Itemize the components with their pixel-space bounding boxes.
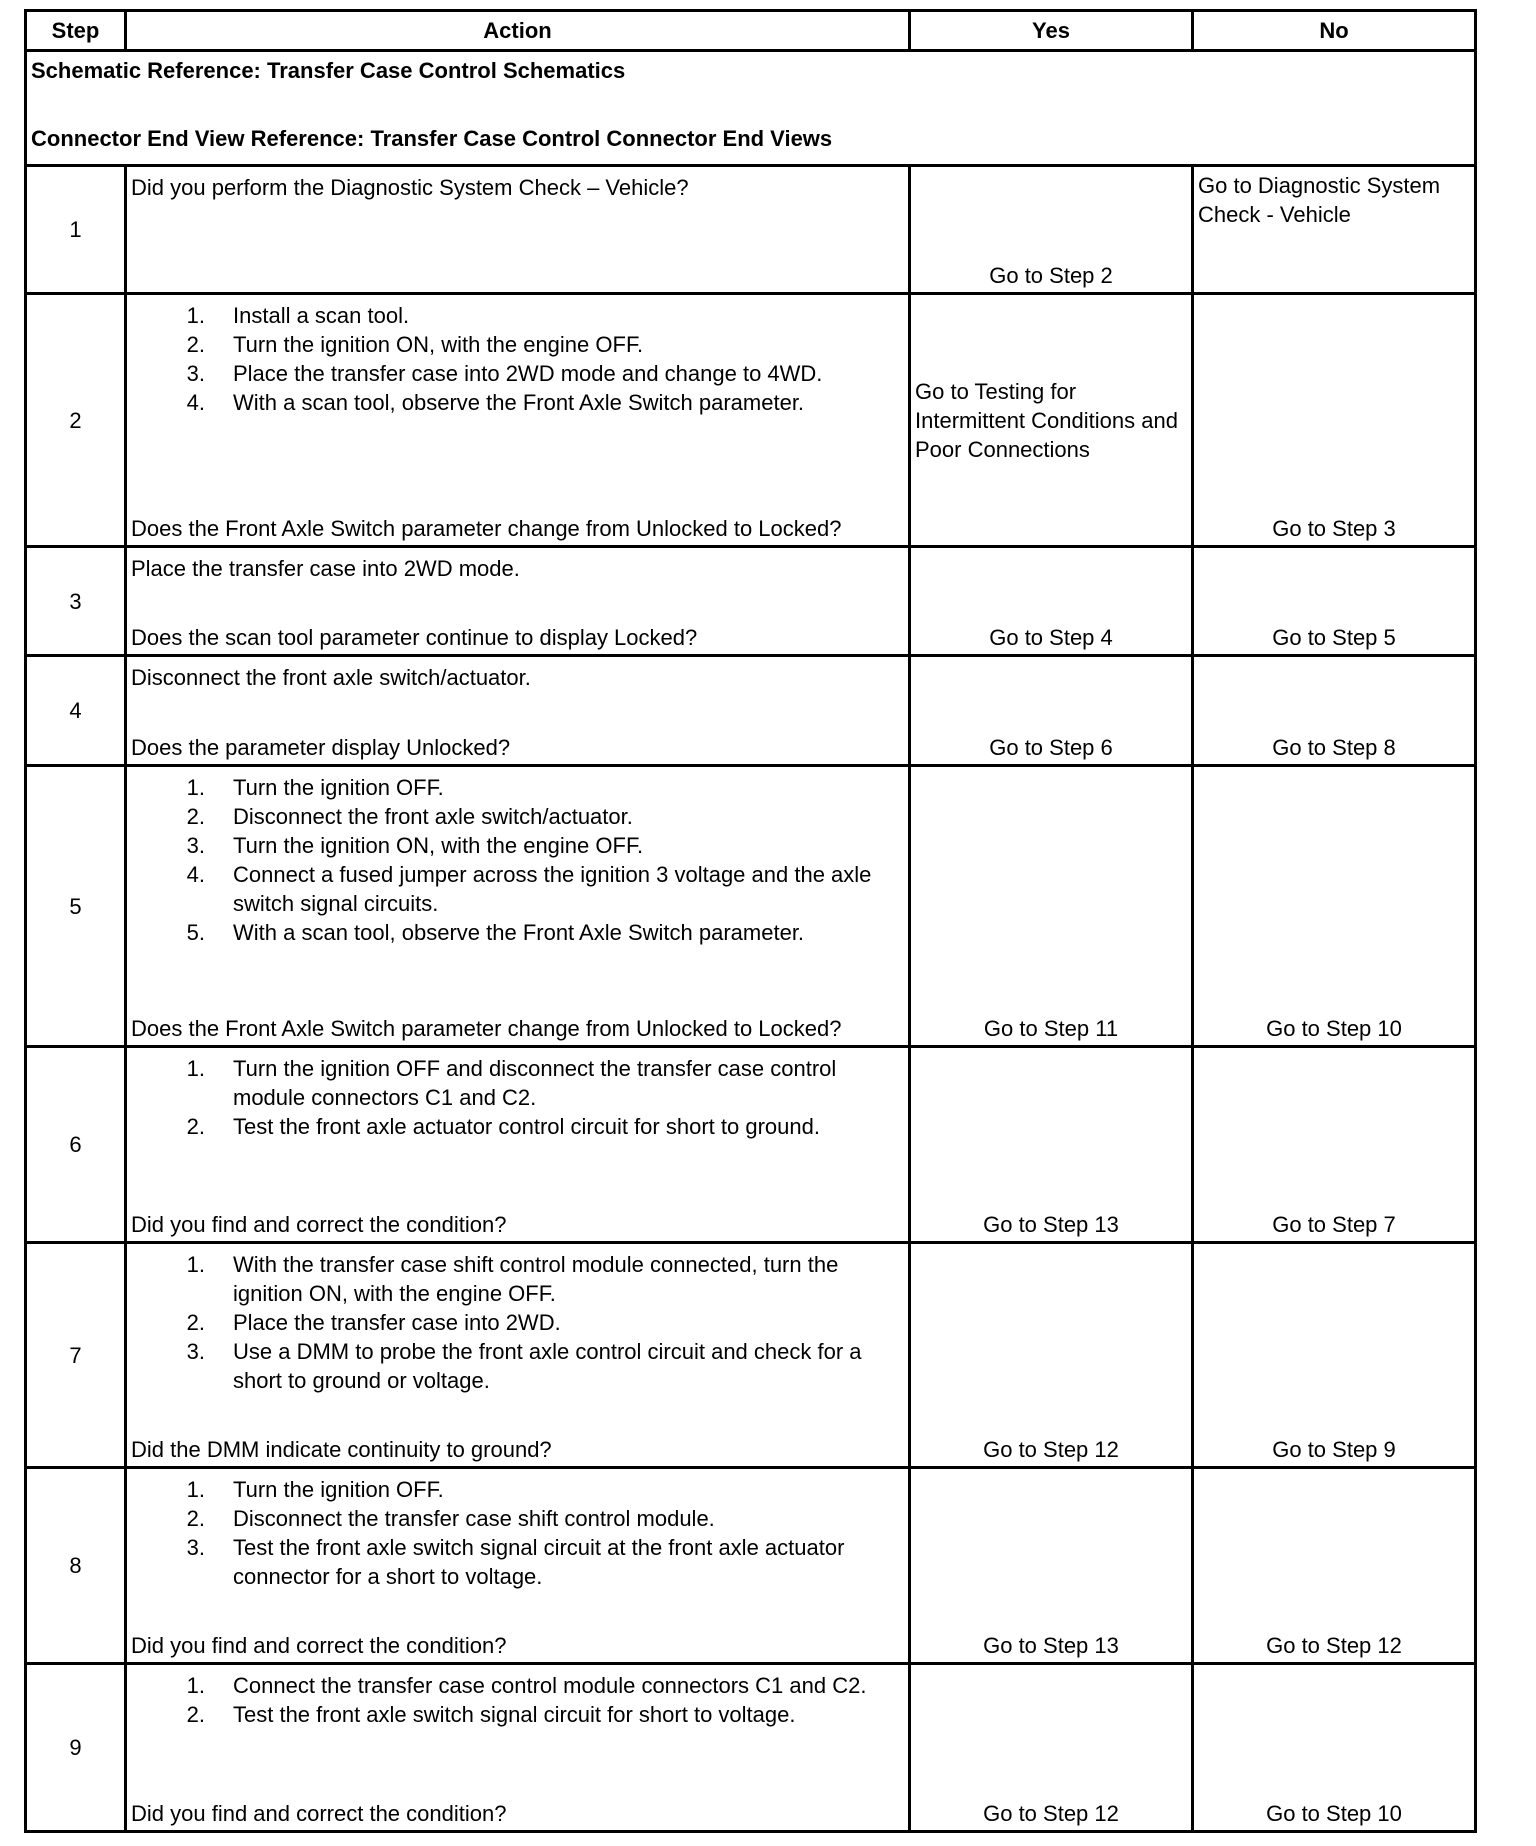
action-list-item: [131, 1054, 904, 1112]
action-list-item: [131, 1533, 904, 1591]
item-number: 4.: [186, 862, 205, 887]
schematic-reference: Schematic Reference: Transfer Case Control Schematics: [31, 58, 626, 83]
action-list: [131, 1054, 904, 1141]
diagnostic-table: [24, 9, 1477, 1833]
action-content: [131, 173, 904, 290]
no-result: Go to Step 10: [1193, 766, 1476, 1047]
action-list: [131, 1250, 904, 1395]
header-no: No: [1193, 11, 1476, 51]
action-instruction: Place the transfer case into 2WD mode.: [131, 556, 520, 581]
action-question: Did you find and correct the condition?: [131, 1633, 507, 1658]
action-top: [131, 1475, 904, 1591]
no-result: Go to Step 8: [1193, 656, 1476, 766]
no-result: Go to Step 12: [1193, 1468, 1476, 1664]
action-content: [131, 663, 904, 762]
item-number: 2.: [186, 1506, 205, 1531]
action-cell: [126, 1243, 910, 1468]
header-step: Step: [26, 11, 126, 51]
action-question: Did you find and correct the condition?: [131, 1801, 507, 1826]
item-number: 3.: [186, 1339, 205, 1364]
item-number: 1.: [186, 775, 205, 800]
no-result: Go to Step 9: [1193, 1243, 1476, 1468]
yes-result: Go to Step 13: [910, 1047, 1193, 1243]
action-question: Did you perform the Diagnostic System Check – Vehicle?: [131, 175, 689, 200]
action-list-item: [131, 860, 904, 918]
action-list-item: [131, 1504, 904, 1533]
yes-result: Go to Testing for Intermittent Conditions and Poor Connections: [910, 294, 1193, 547]
step-number: 3: [26, 547, 126, 656]
item-text: With the transfer case shift control module connected, turn the ignition ON, with the engine OFF.: [233, 1252, 839, 1306]
item-number: 3.: [186, 833, 205, 858]
item-number: 3.: [186, 1535, 205, 1560]
action-cell: [126, 656, 910, 766]
action-list-item: [131, 773, 904, 802]
item-text: Install a scan tool.: [233, 303, 410, 328]
yes-result: Go to Step 12: [910, 1664, 1193, 1832]
item-text: Place the transfer case into 2WD mode and change to 4WD.: [233, 361, 823, 386]
item-number: 2.: [186, 1114, 205, 1139]
reference-cell: [26, 51, 1476, 166]
step-row: [26, 766, 1476, 1047]
action-content: [131, 1054, 904, 1239]
step-number: 6: [26, 1047, 126, 1243]
item-text: Turn the ignition OFF.: [233, 1477, 444, 1502]
step-row: [26, 1243, 1476, 1468]
action-list-item: [131, 802, 904, 831]
item-text: Connect the transfer case control module connectors C1 and C2.: [233, 1673, 867, 1698]
action-top: [131, 1054, 904, 1141]
yes-result: Go to Step 12: [910, 1243, 1193, 1468]
action-content: [131, 773, 904, 1043]
item-text: Place the transfer case into 2WD.: [233, 1310, 561, 1335]
step-number: 2: [26, 294, 126, 547]
action-list-item: [131, 388, 904, 417]
action-cell: [126, 766, 910, 1047]
no-result: Go to Step 10: [1193, 1664, 1476, 1832]
item-text: Use a DMM to probe the front axle control circuit and check for a short to ground or voltage.: [233, 1339, 862, 1393]
action-content: [131, 1475, 904, 1660]
item-number: 2.: [186, 1702, 205, 1727]
action-cell: [126, 1047, 910, 1243]
item-text: Disconnect the transfer case shift control module.: [233, 1506, 715, 1531]
header-action: Action: [126, 11, 910, 51]
item-text: Turn the ignition OFF.: [233, 775, 444, 800]
item-number: 5.: [186, 920, 205, 945]
action-cell: [126, 547, 910, 656]
action-top: [131, 663, 904, 692]
action-question: Does the Front Axle Switch parameter change from Unlocked to Locked?: [131, 1016, 842, 1041]
reference-row: [26, 51, 1476, 166]
action-list-item: [131, 1337, 904, 1395]
header-yes: Yes: [910, 11, 1193, 51]
no-result: Go to Step 5: [1193, 547, 1476, 656]
action-list: [131, 773, 904, 947]
item-text: Test the front axle switch signal circuit for short to voltage.: [233, 1702, 796, 1727]
step-row: [26, 547, 1476, 656]
action-list-item: [131, 1308, 904, 1337]
item-text: With a scan tool, observe the Front Axle Switch parameter.: [233, 390, 805, 415]
item-text: Test the front axle actuator control circuit for short to ground.: [233, 1114, 820, 1139]
action-top: [131, 1671, 904, 1729]
action-list-item: [131, 1250, 904, 1308]
action-question: Does the Front Axle Switch parameter change from Unlocked to Locked?: [131, 516, 842, 541]
item-text: Turn the ignition ON, with the engine OFF.: [233, 833, 644, 858]
no-result: Go to Diagnostic System Check - Vehicle: [1193, 166, 1476, 294]
item-text: Turn the ignition OFF and disconnect the transfer case control module connectors C1 and C2.: [233, 1056, 837, 1110]
yes-result: Go to Step 11: [910, 766, 1193, 1047]
action-list: [131, 1475, 904, 1591]
step-row: [26, 1468, 1476, 1664]
step-row: [26, 166, 1476, 294]
action-list: [131, 301, 904, 417]
action-list: [131, 1671, 904, 1729]
action-list-item: [131, 301, 904, 330]
yes-result: Go to Step 13: [910, 1468, 1193, 1664]
item-text: With a scan tool, observe the Front Axle Switch parameter.: [233, 920, 805, 945]
item-text: Turn the ignition ON, with the engine OFF.: [233, 332, 644, 357]
action-top: [131, 1250, 904, 1395]
item-text: Disconnect the front axle switch/actuator.: [233, 804, 633, 829]
action-list-item: [131, 831, 904, 860]
action-cell: [126, 166, 910, 294]
action-content: [131, 301, 904, 543]
action-list-item: [131, 330, 904, 359]
action-list-item: [131, 359, 904, 388]
item-number: 1.: [186, 1477, 205, 1502]
connector-reference: Connector End View Reference: Transfer Case Control Connector End Views: [31, 126, 833, 151]
step-number: 8: [26, 1468, 126, 1664]
item-number: 4.: [186, 390, 205, 415]
step-number: 1: [26, 166, 126, 294]
action-question: Does the scan tool parameter continue to display Locked?: [131, 625, 698, 650]
action-list-item: [131, 1700, 904, 1729]
header-row: [26, 11, 1476, 51]
action-cell: [126, 294, 910, 547]
yes-result: Go to Step 2: [910, 166, 1193, 294]
action-top: [131, 773, 904, 947]
diagnostic-table-sheet: [24, 9, 1474, 1833]
step-number: 7: [26, 1243, 126, 1468]
item-number: 1.: [186, 1673, 205, 1698]
step-row: [26, 294, 1476, 547]
action-list-item: [131, 1475, 904, 1504]
step-number: 9: [26, 1664, 126, 1832]
action-content: [131, 1250, 904, 1464]
action-list-item: [131, 918, 904, 947]
item-number: 2.: [186, 1310, 205, 1335]
action-content: [131, 1671, 904, 1828]
no-result: Go to Step 7: [1193, 1047, 1476, 1243]
item-number: 2.: [186, 804, 205, 829]
action-content: [131, 554, 904, 652]
step-number: 4: [26, 656, 126, 766]
action-list-item: [131, 1671, 904, 1700]
action-question: Did the DMM indicate continuity to ground?: [131, 1437, 552, 1462]
action-question: Did you find and correct the condition?: [131, 1212, 507, 1237]
no-result: Go to Step 3: [1193, 294, 1476, 547]
item-text: Test the front axle switch signal circuit at the front axle actuator connector for a short to voltage.: [233, 1535, 845, 1589]
item-number: 3.: [186, 361, 205, 386]
action-list-item: [131, 1112, 904, 1141]
action-instruction: Disconnect the front axle switch/actuator.: [131, 665, 531, 690]
step-number: 5: [26, 766, 126, 1047]
step-row: [26, 656, 1476, 766]
action-question: Does the parameter display Unlocked?: [131, 735, 511, 760]
step-row: [26, 1664, 1476, 1832]
action-top: [131, 554, 904, 583]
action-cell: [126, 1664, 910, 1832]
step-row: [26, 1047, 1476, 1243]
action-cell: [126, 1468, 910, 1664]
item-text: Connect a fused jumper across the ignition 3 voltage and the axle switch signal circuits.: [233, 862, 872, 916]
item-number: 1.: [186, 303, 205, 328]
item-number: 1.: [186, 1056, 205, 1081]
yes-result: Go to Step 4: [910, 547, 1193, 656]
action-top: [131, 301, 904, 417]
yes-result: Go to Step 6: [910, 656, 1193, 766]
item-number: 2.: [186, 332, 205, 357]
item-number: 1.: [186, 1252, 205, 1277]
